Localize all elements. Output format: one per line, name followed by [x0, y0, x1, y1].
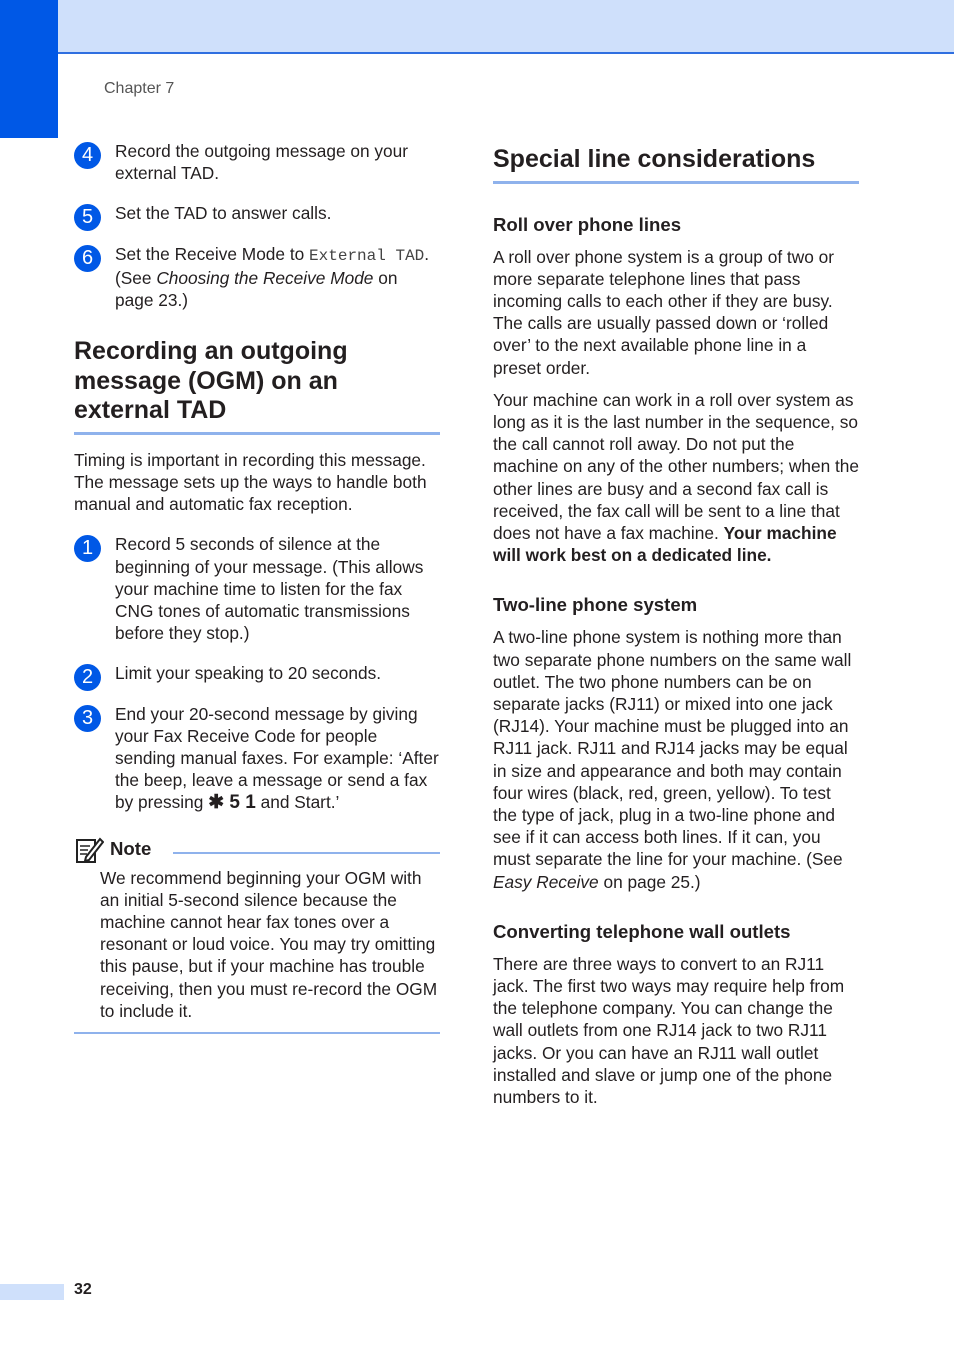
fax-receive-code: ✱ 5 1 — [208, 792, 256, 814]
cross-reference: Easy Receive — [493, 871, 599, 892]
section-heading: Special line considerations — [493, 145, 859, 184]
note-text: We recommend beginning your OGM with an initial 5-second silence because the machine cannot hear fax tones over a resonant or loud voice. You may try omitting this pause, but if your machine has trouble receiving, then you must re-record the OGM to include it. — [100, 867, 438, 1021]
intro-paragraph: Timing is important in recording this message. The message sets up the ways to handle both manual and automatic fax reception. — [74, 449, 427, 515]
chapter-tab — [0, 0, 58, 138]
step-6 — [74, 243, 440, 312]
step-3 — [74, 703, 440, 815]
step-number: 5 — [74, 204, 101, 231]
note-rule — [173, 852, 440, 854]
note-box — [74, 833, 440, 1034]
section-heading: Recording an outgoing message (OGM) on an external TAD — [74, 337, 440, 435]
subsection-heading: Roll over phone lines — [493, 213, 682, 235]
paragraph: There are three ways to convert to an RJ11 jack. The first two ways may require help from the telephone company. You can change the wall outlets from one RJ14 jack to two RJ11 jacks. Or you can have an RJ11 wall outlet installed and slave or jump one of the phone numbers to it. — [493, 953, 845, 1107]
step-number: 2 — [74, 664, 101, 691]
step-number: 4 — [74, 142, 101, 169]
step-number: 1 — [74, 535, 101, 562]
paragraph: A two-line phone system is nothing more than two separate phone numbers on the same wall outlet. The two phone numbers can be on separate jacks (RJ11) or mixed into one jack (RJ14). Your machine must be plugged into an RJ11 jack. RJ11 and RJ14 jacks may be equal in size and appearance and both may contain four wires (black, red, green, yellow). To test the type of jack, plug in a two-line phone and see if it can access both lines. If it can, you must separate the line for your machine. (See Easy Receive on page 25.) — [493, 627, 852, 892]
note-title: Note — [110, 838, 152, 860]
right-column — [493, 140, 859, 1118]
chapter-label: Chapter 7 — [104, 80, 175, 97]
step-number: 6 — [74, 245, 101, 272]
paragraph: A roll over phone system is a group of two or more separate telephone lines that pass incoming calls to each other if they are busy. The calls are usually passed down or ‘rolled over’ to the next available phone line in a preset order. — [493, 246, 834, 378]
step-4 — [74, 140, 440, 184]
note-pencil-icon — [74, 835, 104, 865]
subsection-heading: Converting telephone wall outlets — [493, 920, 791, 942]
subsection-heading: Two-line phone system — [493, 594, 698, 616]
footer-tab — [0, 1284, 64, 1300]
step-text: Set the TAD to answer calls. — [115, 203, 332, 224]
paragraph: Your machine can work in a roll over system as long as it is the last number in the sequence, so the call cannot roll away. Do not put the machine on any of the other numbers; when the other lines are busy and a second fax call is received, the fax call will be sent to a line that does not have a fax machine. Your machine will work best on a dedicated line. — [493, 389, 860, 566]
left-column — [74, 140, 440, 1034]
step-text: Set the Receive Mode to External TAD. (See Choosing the Receive Mode on page 23.) — [115, 243, 430, 311]
step-text: Record 5 seconds of silence at the beginning of your message. (This allows your machine time to listen for the fax CNG tones of automatic transmissions before they stop.) — [115, 534, 424, 644]
step-text: Limit your speaking to 20 seconds. — [115, 663, 382, 684]
receive-mode-value: External TAD — [309, 246, 425, 265]
step-number: 3 — [74, 705, 101, 732]
step-text: End your 20-second message by giving your Fax Receive Code for people sending manual faxes. For example: ‘After the beep, leave a message or send a fax by pressing ✱ 5 1 and Start.’ — [115, 703, 439, 814]
cross-reference: Choosing the Receive Mode — [156, 267, 374, 288]
step-1 — [74, 533, 440, 644]
note-header — [74, 833, 440, 867]
header-band — [0, 0, 954, 54]
step-2 — [74, 662, 440, 689]
step-text: Record the outgoing message on your external TAD. — [115, 141, 409, 184]
page-number: 32 — [74, 1281, 92, 1298]
step-5 — [74, 202, 440, 229]
